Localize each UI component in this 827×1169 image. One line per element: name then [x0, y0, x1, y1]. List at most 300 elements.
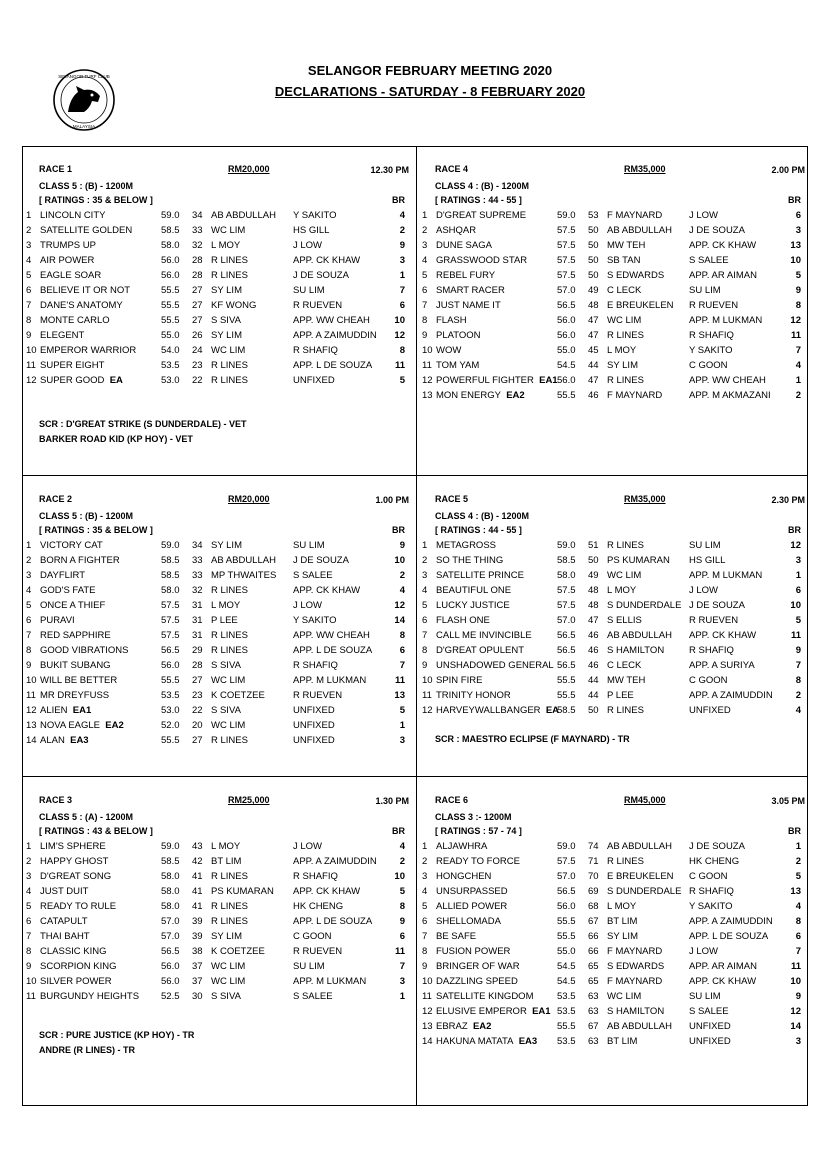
entry-number: 10: [26, 675, 37, 686]
race-name: RACE 1: [39, 164, 73, 174]
weight: 55.0: [161, 330, 180, 341]
entry-row: [418, 254, 811, 269]
horse-name: HAKUNA MATATA: [436, 1036, 514, 1047]
race-class: CLASS 5 : (B) - 1200M: [39, 511, 134, 521]
entry-row: [22, 254, 415, 269]
weight: 55.5: [161, 735, 180, 746]
weight: 56.0: [161, 961, 180, 972]
entry-row: [22, 870, 415, 885]
barrier-column-header: BR: [788, 525, 801, 535]
trainer: R RUEVEN: [689, 300, 739, 311]
horse-name: SO THE THING: [436, 555, 504, 566]
jockey: S ELLIS: [607, 615, 642, 626]
entry-number: 11: [422, 991, 432, 1002]
jockey: P LEE: [211, 615, 238, 626]
rating: 27: [192, 735, 203, 746]
entry-number: 9: [422, 961, 428, 972]
horse-name: TOM YAM: [436, 360, 480, 371]
entry-row: [418, 704, 811, 719]
horse-cell: [436, 210, 526, 221]
race-name: RACE 3: [39, 795, 73, 805]
horse-cell: [40, 946, 107, 957]
weight: 55.5: [161, 315, 180, 326]
rating: 47: [588, 615, 599, 626]
horse-cell: [436, 976, 518, 987]
barrier: 5: [399, 375, 405, 386]
barrier: 12: [790, 1006, 801, 1017]
entry-row: [418, 674, 811, 689]
rating: 37: [192, 961, 203, 972]
horse-name: DAYFLIRT: [40, 570, 86, 581]
entry-number: 12: [26, 375, 37, 386]
jockey: S HAMILTON: [607, 1006, 665, 1017]
rating: 48: [588, 600, 599, 611]
trainer: SU LIM: [689, 991, 721, 1002]
weight: 57.5: [557, 600, 576, 611]
weight: 58.5: [161, 555, 180, 566]
rating: 33: [192, 555, 203, 566]
barrier: 4: [795, 901, 801, 912]
horse-cell: [436, 555, 503, 566]
entry-row: [418, 209, 811, 224]
race-ratings: [ RATINGS : 35 & BELOW ]: [39, 195, 153, 205]
barrier: 1: [795, 375, 801, 386]
jockey: PS KUMARAN: [607, 555, 670, 566]
trainer: UNFIXED: [689, 1036, 731, 1047]
rating: 22: [192, 375, 203, 386]
horse-cell: [40, 375, 123, 386]
barrier: 10: [790, 600, 801, 611]
race-panel: [22, 477, 415, 797]
horse-cell: [40, 285, 130, 296]
barrier: 12: [394, 330, 405, 341]
jockey: R LINES: [211, 630, 248, 641]
entry-number: 8: [422, 315, 428, 326]
weight: 53.0: [161, 375, 180, 386]
horse-cell: [436, 675, 482, 686]
horse-cell: [40, 555, 120, 566]
jockey: R LINES: [211, 901, 248, 912]
horse-cell: [436, 255, 527, 266]
horse-name: MR DREYFUSS: [40, 690, 110, 701]
emergency-acceptor-badge: EA2: [105, 720, 124, 731]
rating: 50: [588, 240, 599, 251]
jockey: MW TEH: [607, 240, 646, 251]
entry-row: [22, 855, 415, 870]
horse-name: ALJAWHRA: [436, 841, 488, 852]
horse-name: SATELLITE PRINCE: [436, 570, 524, 581]
entry-number: 1: [26, 540, 32, 551]
race-prize: RM35,000: [624, 494, 666, 504]
horse-cell: [40, 675, 117, 686]
horse-cell: [436, 690, 511, 701]
weight: 57.0: [557, 285, 576, 296]
race-class: CLASS 4 : (B) - 1200M: [435, 511, 530, 521]
horse-name: SILVER POWER: [40, 976, 112, 987]
entry-row: [22, 554, 415, 569]
race-panel: [418, 147, 811, 467]
horse-cell: [436, 645, 524, 656]
race-ratings: [ RATINGS : 57 - 74 ]: [435, 826, 522, 836]
horse-name: SCORPION KING: [40, 961, 117, 972]
horse-name: CATAPULT: [40, 916, 88, 927]
rating: 49: [588, 570, 599, 581]
trainer: J DE SOUZA: [689, 841, 745, 852]
weight: 57.0: [161, 916, 180, 927]
barrier-column-header: BR: [788, 195, 801, 205]
race-time: 2.30 PM: [771, 495, 805, 505]
entry-number: 2: [26, 225, 32, 236]
trainer: APP. CK KHAW: [689, 976, 757, 987]
rating: 39: [192, 931, 203, 942]
horse-name: SATELLITE KINGDOM: [436, 991, 534, 1002]
horse-cell: [40, 901, 116, 912]
rating: 41: [192, 871, 203, 882]
rating: 46: [588, 390, 599, 401]
rating: 48: [588, 585, 599, 596]
barrier: 7: [795, 345, 801, 356]
rating: 46: [588, 645, 599, 656]
jockey: C LECK: [607, 285, 642, 296]
trainer: APP. CK KHAW: [293, 585, 361, 596]
horse-name: AIR POWER: [40, 255, 95, 266]
logo-text-bottom: MALAYSIA: [72, 124, 96, 129]
emergency-acceptor-badge: EA2: [506, 390, 525, 401]
horse-name: CLASSIC KING: [40, 946, 107, 957]
entry-row: [418, 599, 811, 614]
jockey: S SIVA: [211, 705, 241, 716]
emergency-acceptor-badge: EA: [109, 375, 123, 386]
barrier: 9: [795, 645, 801, 656]
entry-row: [22, 930, 415, 945]
entry-number: 7: [422, 300, 428, 311]
entry-number: 11: [422, 360, 432, 371]
weight: 55.5: [557, 1021, 576, 1032]
entry-row: [418, 389, 811, 404]
horse-name: ALLIED POWER: [436, 901, 508, 912]
horse-name: PLATOON: [436, 330, 481, 341]
weight: 57.0: [161, 931, 180, 942]
entry-number: 11: [422, 690, 432, 701]
barrier: 2: [399, 570, 405, 581]
jockey: R LINES: [211, 645, 248, 656]
weight: 57.5: [161, 600, 180, 611]
horse-name: BUKIT SUBANG: [40, 660, 111, 671]
weight: 57.5: [557, 270, 576, 281]
horse-cell: [436, 270, 495, 281]
entry-number: 13: [26, 720, 37, 731]
entry-number: 3: [26, 871, 32, 882]
rating: 33: [192, 225, 203, 236]
jockey: SY LIM: [607, 931, 638, 942]
entry-number: 10: [422, 675, 433, 686]
weight: 56.0: [161, 976, 180, 987]
jockey: BT LIM: [607, 916, 638, 927]
barrier: 1: [399, 991, 405, 1002]
race-panel: [418, 477, 811, 797]
rating: 31: [192, 630, 203, 641]
jockey: R LINES: [607, 330, 644, 341]
horse-name: SMART RACER: [436, 285, 505, 296]
barrier: 7: [399, 285, 405, 296]
rating: 23: [192, 690, 203, 701]
jockey: S EDWARDS: [607, 961, 665, 972]
weight: 56.0: [557, 330, 576, 341]
horse-name: METAGROSS: [436, 540, 496, 551]
entry-number: 9: [26, 660, 32, 671]
rating: 22: [192, 705, 203, 716]
entry-number: 3: [26, 240, 32, 251]
trainer: APP. AR AIMAN: [689, 961, 757, 972]
horse-cell: [436, 300, 501, 311]
horse-cell: [436, 901, 507, 912]
barrier: 2: [399, 225, 405, 236]
jockey: R LINES: [211, 255, 248, 266]
jockey: L MOY: [211, 841, 241, 852]
scratching-line: BARKER ROAD KID (KP HOY) - VET: [39, 434, 193, 444]
entry-row: [418, 659, 811, 674]
weight: 56.5: [557, 630, 576, 641]
horse-cell: [436, 285, 505, 296]
rating: 50: [588, 705, 599, 716]
entry-row: [22, 659, 415, 674]
weight: 55.0: [557, 946, 576, 957]
weight: 57.5: [557, 225, 576, 236]
entry-row: [418, 689, 811, 704]
rating: 30: [192, 991, 203, 1002]
trainer: J DE SOUZA: [689, 225, 745, 236]
weight: 54.5: [557, 360, 576, 371]
race-prize: RM25,000: [228, 795, 270, 805]
barrier: 5: [795, 615, 801, 626]
horse-cell: [436, 330, 481, 341]
trainer: R SHAFIQ: [293, 345, 338, 356]
horse-name: EBRAZ: [436, 1021, 468, 1032]
horse-cell: [436, 991, 533, 1002]
barrier: 10: [790, 255, 801, 266]
trainer: APP. M AKMAZANI: [689, 390, 771, 401]
trainer: APP. M LUKMAN: [293, 675, 367, 686]
weight: 52.0: [161, 720, 180, 731]
horse-name: ELEGENT: [40, 330, 85, 341]
barrier: 6: [399, 931, 405, 942]
barrier: 14: [394, 615, 405, 626]
horse-name: HAPPY GHOST: [40, 856, 109, 867]
race-panel: [22, 147, 415, 467]
weight: 59.0: [161, 210, 180, 221]
entry-row: [22, 674, 415, 689]
jockey: WC LIM: [607, 315, 642, 326]
emergency-acceptor-badge: EA2: [472, 1021, 492, 1032]
entry-row: [418, 1035, 811, 1050]
horse-name: DUNE SAGA: [436, 240, 492, 251]
jockey: P LEE: [607, 690, 634, 701]
trainer: SU LIM: [689, 540, 721, 551]
jockey: BT LIM: [211, 856, 242, 867]
entry-row: [22, 840, 415, 855]
horse-cell: [40, 615, 75, 626]
entry-number: 5: [26, 600, 32, 611]
barrier: 9: [399, 540, 405, 551]
entry-row: [22, 314, 415, 329]
jockey: BT LIM: [607, 1036, 638, 1047]
entry-number: 4: [422, 585, 428, 596]
entry-number: 3: [26, 570, 32, 581]
trainer: S SALEE: [689, 1006, 729, 1017]
entry-row: [418, 1005, 811, 1020]
horse-name: D'GREAT SUPREME: [436, 210, 527, 221]
rating: 63: [588, 1036, 599, 1047]
barrier: 10: [394, 315, 405, 326]
race-ratings: [ RATINGS : 35 & BELOW ]: [39, 525, 153, 535]
weight: 58.5: [161, 570, 180, 581]
barrier: 8: [399, 901, 405, 912]
scratching-line: SCR : D'GREAT STRIKE (S DUNDERDALE) - VET: [39, 419, 247, 429]
race-ratings: [ RATINGS : 43 & BELOW ]: [39, 826, 153, 836]
race-name: RACE 6: [435, 795, 469, 805]
weight: 52.5: [161, 991, 180, 1002]
entry-number: 12: [422, 705, 433, 716]
horse-cell: [436, 540, 496, 551]
entry-number: 3: [422, 871, 428, 882]
horse-cell: [436, 390, 525, 401]
entry-number: 10: [26, 345, 37, 356]
entry-number: 7: [26, 931, 32, 942]
entry-number: 2: [26, 555, 32, 566]
weight: 53.5: [161, 690, 180, 701]
trainer: SU LIM: [293, 285, 325, 296]
barrier: 10: [394, 871, 405, 882]
barrier: 6: [795, 210, 801, 221]
barrier-column-header: BR: [392, 826, 405, 836]
entry-row: [22, 329, 415, 344]
barrier: 3: [795, 1036, 801, 1047]
entry-row: [22, 614, 415, 629]
entry-row: [22, 975, 415, 990]
entry-row: [22, 599, 415, 614]
horse-cell: [436, 600, 510, 611]
trainer: S SALEE: [689, 255, 729, 266]
entry-row: [418, 915, 811, 930]
entry-row: [22, 885, 415, 900]
entry-row: [22, 629, 415, 644]
rating: 50: [588, 555, 599, 566]
entry-number: 4: [26, 255, 32, 266]
horse-cell: [436, 1006, 551, 1017]
trainer: APP. CK KHAW: [293, 886, 361, 897]
entry-number: 12: [422, 1006, 433, 1017]
race-name: RACE 4: [435, 164, 469, 174]
horse-cell: [40, 270, 101, 281]
entry-number: 8: [26, 946, 32, 957]
emergency-acceptor-badge: EA1: [72, 705, 92, 716]
horse-name: BEAUTIFUL ONE: [436, 585, 512, 596]
horse-name: ELUSIVE EMPEROR: [436, 1006, 527, 1017]
trainer: UNFIXED: [689, 705, 731, 716]
horse-name: GOD'S FATE: [40, 585, 96, 596]
barrier-column-header: BR: [788, 826, 801, 836]
scratchings: [39, 417, 246, 447]
barrier: 7: [795, 660, 801, 671]
weight: 53.5: [557, 1036, 576, 1047]
horse-cell: [40, 720, 124, 731]
barrier: 12: [790, 540, 801, 551]
barrier: 6: [399, 645, 405, 656]
entry-row: [418, 359, 811, 374]
horse-name: RED SAPPHIRE: [40, 630, 111, 641]
trainer: J DE SOUZA: [293, 270, 349, 281]
rating: 20: [192, 720, 203, 731]
rating: 28: [192, 255, 203, 266]
barrier: 11: [394, 360, 405, 371]
weight: 55.5: [161, 285, 180, 296]
jockey: R LINES: [607, 856, 644, 867]
weight: 58.5: [557, 555, 576, 566]
jockey: S SIVA: [211, 660, 241, 671]
entry-row: [418, 930, 811, 945]
jockey: L MOY: [211, 240, 241, 251]
entry-number: 11: [26, 360, 36, 371]
weight: 55.5: [161, 675, 180, 686]
horse-name: ASHQAR: [436, 225, 477, 236]
horse-cell: [40, 240, 96, 251]
rating: 27: [192, 300, 203, 311]
weight: 55.5: [557, 390, 576, 401]
race-name: RACE 5: [435, 494, 469, 504]
selangor-turf-club-logo-icon: [48, 68, 120, 132]
race-name: RACE 2: [39, 494, 73, 504]
barrier: 2: [795, 856, 801, 867]
barrier: 10: [394, 555, 405, 566]
barrier: 8: [399, 630, 405, 641]
horse-cell: [40, 961, 117, 972]
trainer: R SHAFIQ: [689, 886, 734, 897]
barrier: 5: [795, 270, 801, 281]
entry-number: 4: [26, 886, 32, 897]
race-prize: RM20,000: [228, 494, 270, 504]
barrier: 2: [399, 856, 405, 867]
scratching-line: ANDRE (R LINES) - TR: [39, 1045, 135, 1055]
horse-name: FLASH ONE: [436, 615, 490, 626]
rating: 69: [588, 886, 599, 897]
barrier: 7: [399, 660, 405, 671]
emergency-acceptor-badge: EA3: [518, 1036, 538, 1047]
horse-name: JUST NAME IT: [436, 300, 501, 311]
horse-cell: [40, 690, 109, 701]
jockey: AB ABDULLAH: [211, 555, 276, 566]
jockey: E BREUKELEN: [607, 300, 674, 311]
trainer: HS GILL: [689, 555, 726, 566]
entry-row: [418, 945, 811, 960]
trainer: APP. A ZAIMUDDIN: [689, 916, 773, 927]
rating: 44: [588, 360, 599, 371]
trainer: J LOW: [293, 600, 323, 611]
trainer: UNFIXED: [293, 705, 335, 716]
horse-name: LINCOLN CITY: [40, 210, 106, 221]
horse-cell: [40, 735, 89, 746]
trainer: C GOON: [293, 931, 332, 942]
horse-cell: [40, 841, 106, 852]
emergency-acceptor-badge: EA1: [539, 375, 558, 386]
horse-cell: [436, 630, 532, 641]
weight: 56.0: [557, 901, 576, 912]
jockey: L MOY: [211, 600, 241, 611]
barrier: 9: [399, 240, 405, 251]
race-class: CLASS 5 : (B) - 1200M: [39, 181, 134, 191]
horse-name: PURAVI: [40, 615, 75, 626]
barrier: 6: [795, 931, 801, 942]
entry-number: 4: [422, 255, 428, 266]
